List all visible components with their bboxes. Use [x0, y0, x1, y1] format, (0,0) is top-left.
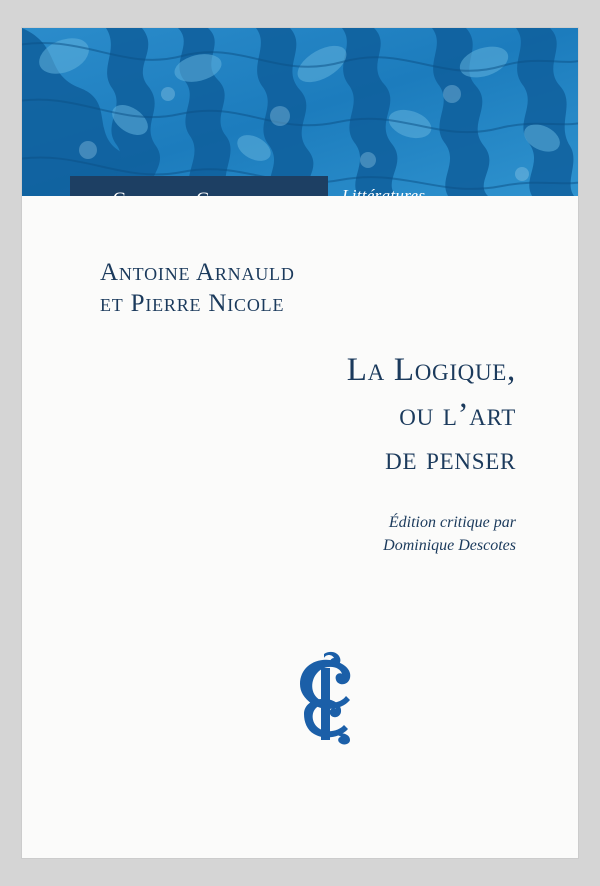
- book-title: [156, 348, 516, 482]
- marbled-header-band: [22, 28, 578, 196]
- marbled-pattern-graphic: [22, 28, 578, 196]
- title-line-3: de penser: [385, 441, 516, 478]
- title-line-2: ou l’art: [399, 396, 516, 433]
- author-line-1: Antoine Arnauld: [100, 259, 295, 286]
- edition-credit: [186, 511, 516, 557]
- cover-body: [22, 196, 578, 858]
- authors: [100, 258, 420, 319]
- edition-line-1: Édition critique par: [388, 514, 516, 531]
- champion-publisher-logo-icon: [280, 648, 372, 748]
- author-line-2: et Pierre Nicole: [100, 289, 285, 317]
- book-cover: [22, 28, 578, 858]
- title-line-1: La Logique,: [346, 352, 516, 388]
- edition-line-2: Dominique Descotes: [383, 537, 516, 555]
